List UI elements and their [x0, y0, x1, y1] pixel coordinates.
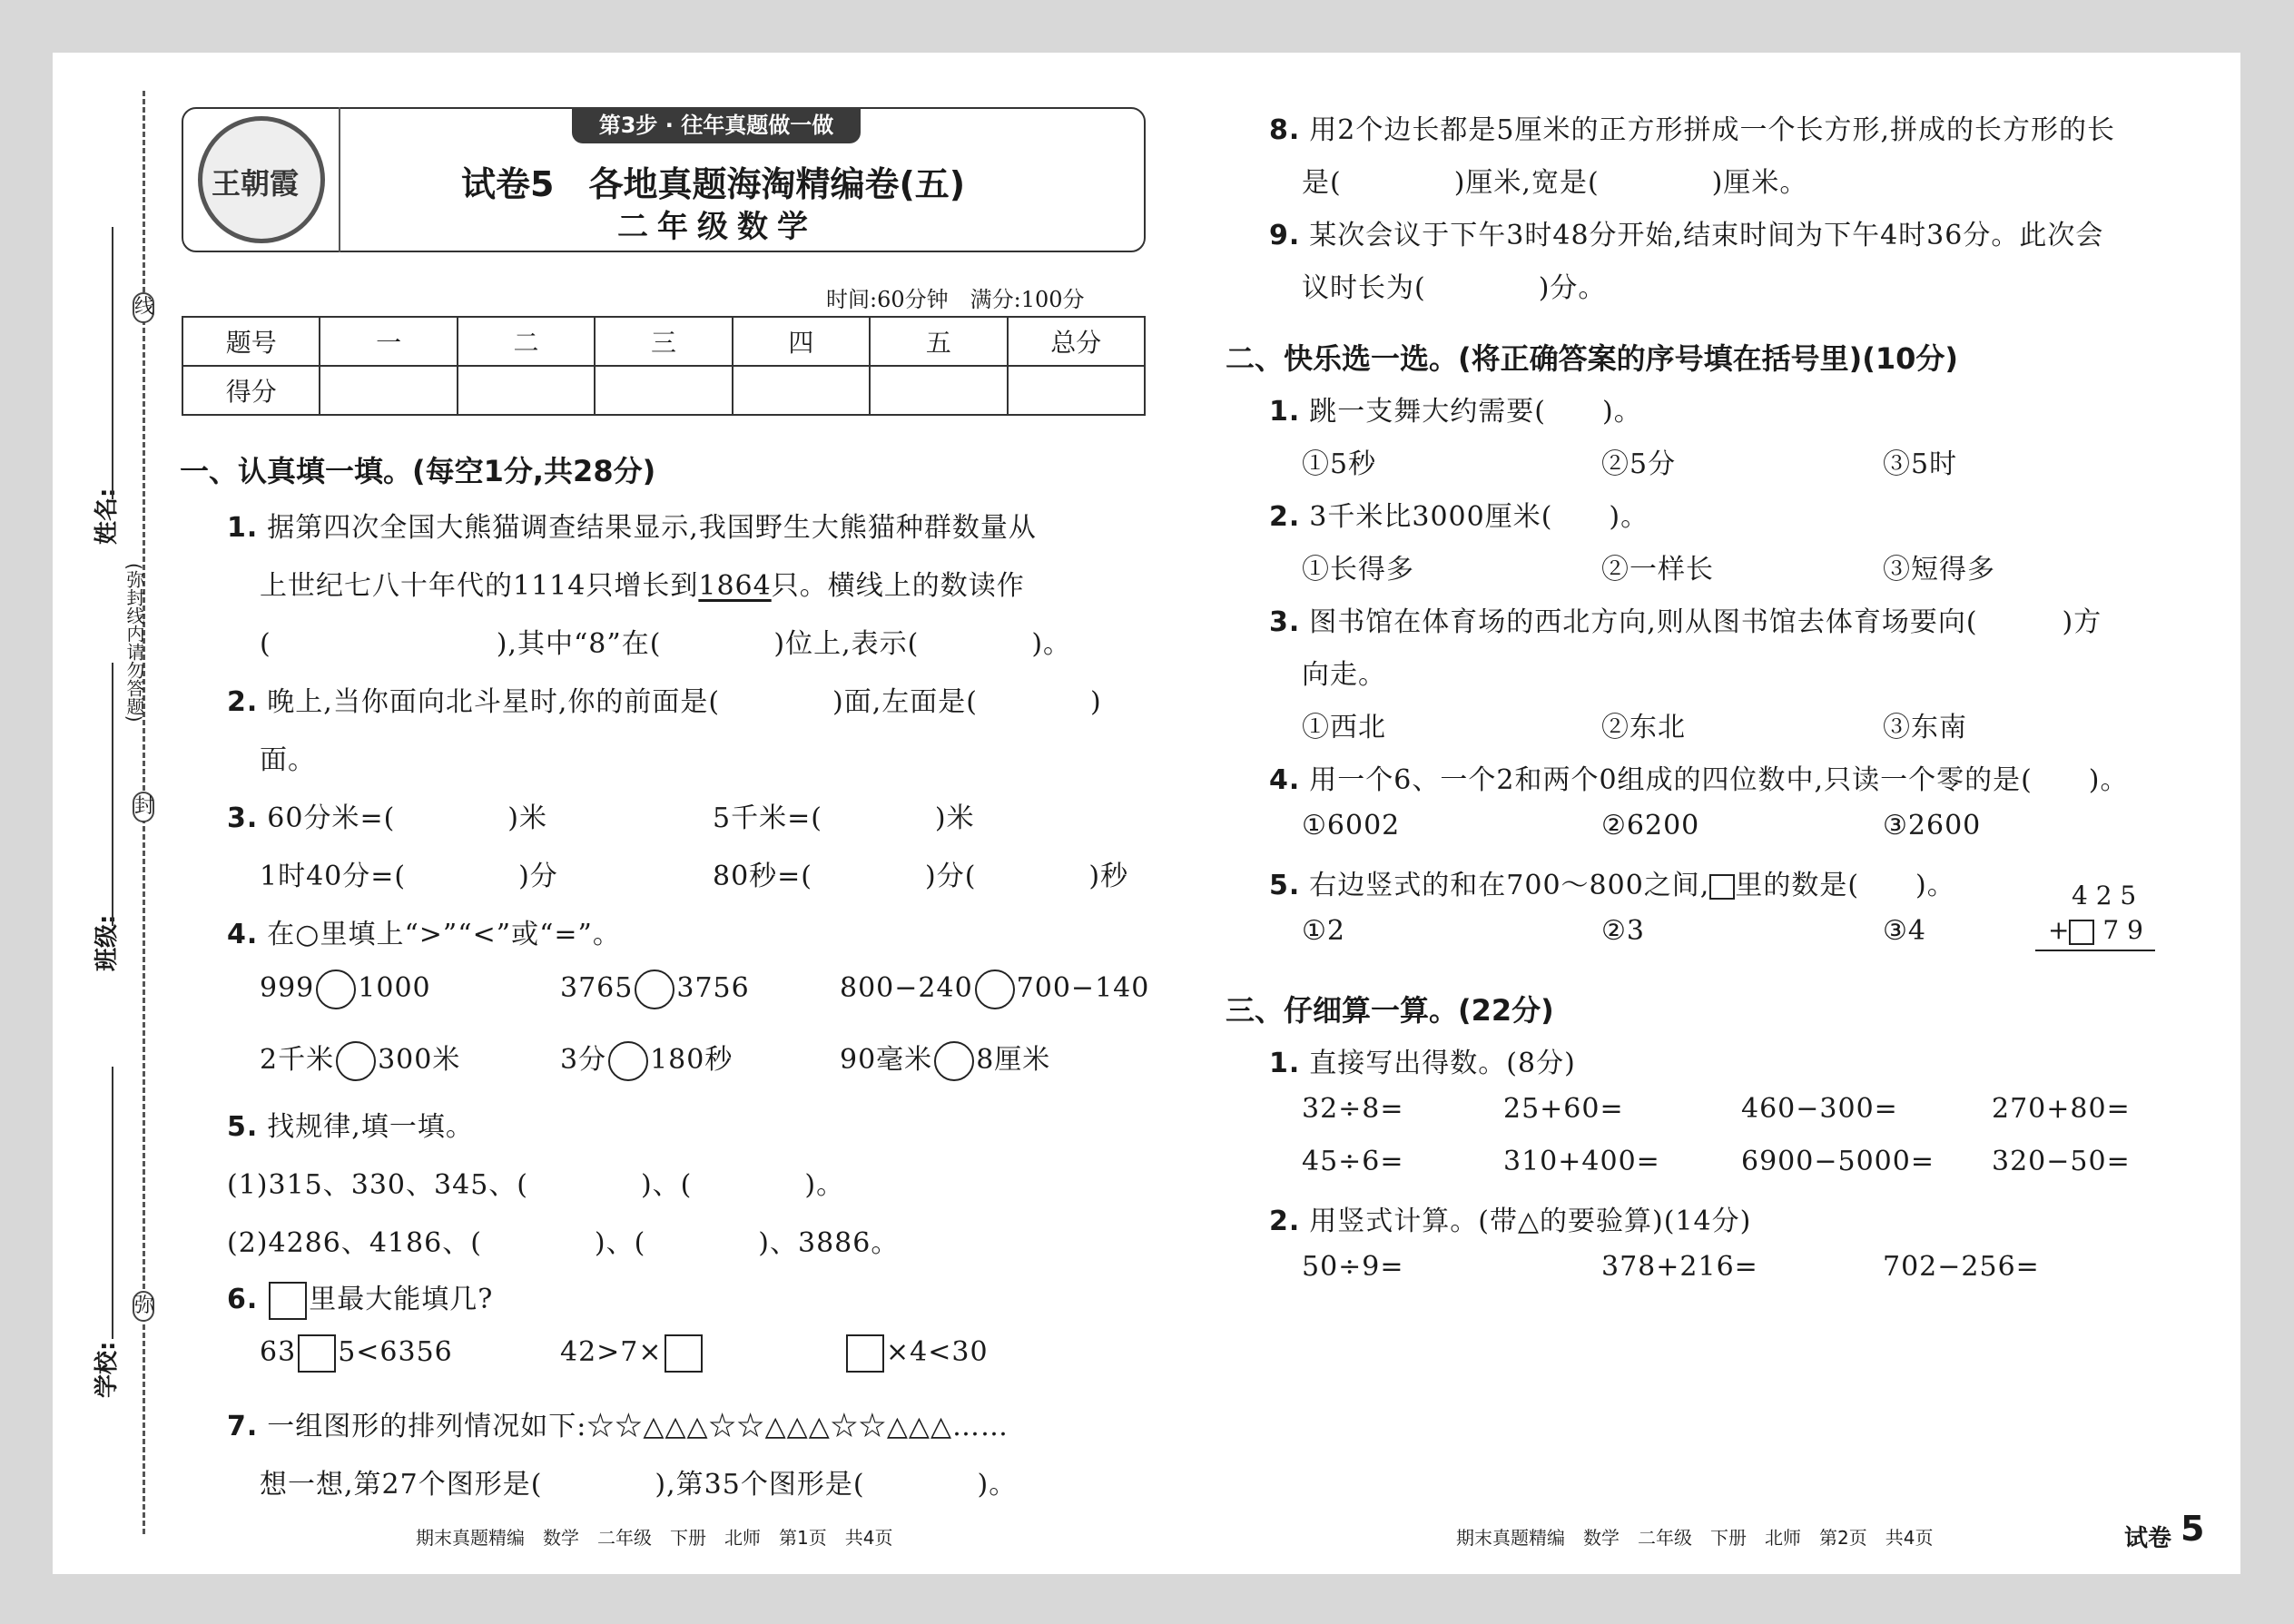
s2-q5[interactable]: 5. 右边竖式的和在700～800之间, 里的数是( )。	[1269, 870, 1955, 901]
binding-mark-mi: 弥	[133, 1291, 154, 1322]
calc-item[interactable]: 270+80=	[1992, 1093, 2131, 1125]
s1-q8-l1: 8. 用2个边长都是5厘米的正方形拼成一个长方形,拼成的长方形的长	[1269, 114, 2115, 146]
class-field[interactable]	[112, 663, 113, 926]
exam-title: 试卷5 各地真题海淘精编卷(五)	[461, 164, 966, 204]
score-header: 三	[595, 317, 732, 366]
s1-q8-l2[interactable]: 是( )厘米,宽是( )厘米。	[1302, 167, 1808, 199]
s1-q6-text: 6. 里最大能填几?	[227, 1276, 493, 1320]
option[interactable]: ③东南	[1883, 712, 1967, 743]
option[interactable]: ③短得多	[1883, 554, 1995, 586]
score-header: 二	[458, 317, 595, 366]
score-row-label: 得分	[182, 366, 320, 415]
school-field[interactable]	[112, 1067, 113, 1339]
s1-q3-c[interactable]: 1时40分=( )分	[260, 861, 558, 892]
name-label: 姓名:	[94, 487, 121, 545]
s2-q2[interactable]: 2. 3千米比3000厘米( )。	[1269, 501, 1649, 533]
compare-circle	[635, 969, 674, 1009]
score-header: 四	[733, 317, 870, 366]
score-header: 总分	[1008, 317, 1145, 366]
compare-circle	[316, 969, 356, 1009]
score-cell[interactable]	[733, 366, 870, 415]
compare-item[interactable]: 90毫米 8厘米	[840, 1037, 1050, 1081]
option[interactable]: ③2600	[1883, 810, 1982, 842]
score-cell[interactable]	[458, 366, 595, 415]
section-2-title: 二、快乐选一选。(将正确答案的序号填在括号里)(10分)	[1226, 341, 1959, 376]
s1-q1-line2: 上世纪七八十年代的1114只增长到1864只。横线上的数读作	[260, 570, 1025, 602]
binding-note: (弥封线内请勿答题)	[123, 563, 145, 723]
s1-q3-b[interactable]: 5千米=( )米	[713, 802, 975, 834]
answer-square	[269, 1282, 307, 1320]
s2-q3-l1[interactable]: 3. 图书馆在体育场的西北方向,则从图书馆去体育场要向( )方	[1269, 606, 2102, 638]
option[interactable]: ②6200	[1601, 810, 1700, 842]
compare-item[interactable]: 2千米 300米	[260, 1037, 460, 1081]
s1-q3-a[interactable]: 3. 60分米=( )米	[227, 802, 547, 834]
calc-item[interactable]: 32÷8=	[1302, 1093, 1404, 1125]
score-cell[interactable]	[320, 366, 457, 415]
binding-mark-feng: 封	[133, 792, 154, 822]
logo-text: 王朝霞	[212, 166, 300, 201]
exam-meta: 时间:60分钟 满分:100分	[826, 287, 1085, 312]
s1-q3-d[interactable]: 80秒=( )分( )秒	[713, 861, 1129, 892]
s2-q3-l2: 向走。	[1302, 659, 1386, 691]
score-header: 五	[870, 317, 1007, 366]
step-badge: 第3步 · 往年真题做一做	[572, 107, 861, 143]
answer-square	[2069, 920, 2094, 945]
compare-item[interactable]: 3765 3756	[560, 969, 750, 1009]
s2-q1[interactable]: 1. 跳一支舞大约需要( )。	[1269, 396, 1642, 428]
s1-q6-b[interactable]: 42>7×	[560, 1334, 704, 1373]
option[interactable]: ③5时	[1883, 448, 1958, 480]
vertical-calc-line	[2035, 950, 2155, 951]
compare-circle	[336, 1041, 376, 1081]
score-header: 一	[320, 317, 457, 366]
s2-q4[interactable]: 4. 用一个6、一个2和两个0组成的四位数中,只读一个零的是( )。	[1269, 764, 2129, 796]
vertical-calc-top: 4 2 5	[2072, 881, 2137, 910]
answer-square	[846, 1334, 884, 1373]
calc-item[interactable]: 460−300=	[1741, 1093, 1898, 1125]
score-cell[interactable]	[1008, 366, 1145, 415]
option[interactable]: ③4	[1883, 915, 1926, 947]
calc-item[interactable]: 310+400=	[1503, 1146, 1660, 1177]
option[interactable]: ①西北	[1302, 712, 1386, 743]
s1-q2-line1[interactable]: 2. 晚上,当你面向北斗星时,你的前面是( )面,左面是( )	[227, 686, 1102, 718]
s1-q6-c[interactable]: ×4<30	[844, 1334, 989, 1373]
exam-subtitle: 二年级数学	[617, 209, 817, 245]
compare-circle	[975, 969, 1015, 1009]
s3-q1: 1. 直接写出得数。(8分)	[1269, 1048, 1576, 1079]
option[interactable]: ①2	[1302, 915, 1345, 947]
section-1-title: 一、认真填一填。(每空1分,共28分)	[180, 454, 656, 488]
vertical-calc-bottom: + 7 9	[2048, 915, 2143, 945]
score-table	[182, 316, 1146, 416]
section-3-title: 三、仔细算一算。(22分)	[1226, 993, 1554, 1028]
score-cell[interactable]	[595, 366, 732, 415]
header-divider	[339, 107, 340, 252]
s3-q2: 2. 用竖式计算。(带△的要验算)(14分)	[1269, 1206, 1752, 1237]
school-label: 学校:	[94, 1341, 121, 1398]
logo	[198, 116, 325, 243]
binding-mark-xian: 线	[133, 292, 154, 323]
s1-q4-text: 4. 在○里填上“>”“<”或“=”。	[227, 919, 621, 950]
calc-item[interactable]: 378+216=	[1601, 1251, 1758, 1283]
s1-q2-line2: 面。	[260, 744, 316, 776]
compare-circle	[934, 1041, 974, 1081]
calc-item[interactable]: 45÷6=	[1302, 1146, 1404, 1177]
calc-item[interactable]: 702−256=	[1883, 1251, 2040, 1283]
s1-q7-l1: 7. 一组图形的排列情况如下:☆☆△△△☆☆△△△☆☆△△△……	[227, 1411, 1009, 1442]
compare-item[interactable]: 800−240 700−140	[840, 969, 1149, 1009]
footer-label: 试卷	[2124, 1525, 2172, 1552]
s1-q6-a[interactable]: 63 5<6356	[260, 1334, 453, 1373]
option[interactable]: ①5秒	[1302, 448, 1377, 480]
calc-item[interactable]: 320−50=	[1992, 1146, 2131, 1177]
score-cell[interactable]	[870, 366, 1007, 415]
compare-item[interactable]: 999 1000	[260, 969, 431, 1009]
option[interactable]: ①长得多	[1302, 554, 1414, 586]
calc-item[interactable]: 6900−5000=	[1741, 1146, 1935, 1177]
score-header: 题号	[182, 317, 320, 366]
footer-left: 期末真题精编 数学 二年级 下册 北师 第1页 共4页	[416, 1527, 893, 1549]
name-field[interactable]	[112, 227, 113, 499]
s1-q1-line1: 1. 据第四次全国大熊猫调查结果显示,我国野生大熊猫种群数量从	[227, 512, 1037, 544]
option[interactable]: ②3	[1601, 915, 1645, 947]
option[interactable]: ②东北	[1601, 712, 1686, 743]
s1-q5-l1[interactable]: (1)315、330、345、( )、( )。	[227, 1169, 845, 1201]
calc-item[interactable]: 50÷9=	[1302, 1251, 1404, 1283]
option[interactable]: ②5分	[1601, 448, 1677, 480]
answer-square	[1709, 874, 1735, 900]
footer-right: 期末真题精编 数学 二年级 下册 北师 第2页 共4页	[1456, 1527, 1934, 1549]
compare-circle	[608, 1041, 648, 1081]
class-label: 班级:	[94, 914, 121, 971]
option[interactable]: ①6002	[1302, 810, 1401, 842]
footer-number: 5	[2181, 1509, 2205, 1549]
answer-square	[665, 1334, 703, 1373]
compare-item[interactable]: 3分 180秒	[560, 1037, 733, 1081]
s1-q5-l2[interactable]: (2)4286、4186、( )、( )、3886。	[227, 1227, 900, 1259]
answer-square	[298, 1334, 336, 1373]
s1-q9-l1: 9. 某次会议于下午3时48分开始,结束时间为下午4时36分。此次会	[1269, 220, 2104, 251]
s1-q1-line3[interactable]: ( ),其中“8”在( )位上,表示( )。	[260, 628, 1072, 660]
s1-q5-text: 5. 找规律,填一填。	[227, 1111, 474, 1143]
option[interactable]: ②一样长	[1601, 554, 1714, 586]
s1-q7-l2[interactable]: 想一想,第27个图形是( ),第35个图形是( )。	[260, 1469, 1018, 1501]
calc-item[interactable]: 25+60=	[1503, 1093, 1624, 1125]
s1-q9-l2[interactable]: 议时长为( )分。	[1302, 272, 1607, 304]
